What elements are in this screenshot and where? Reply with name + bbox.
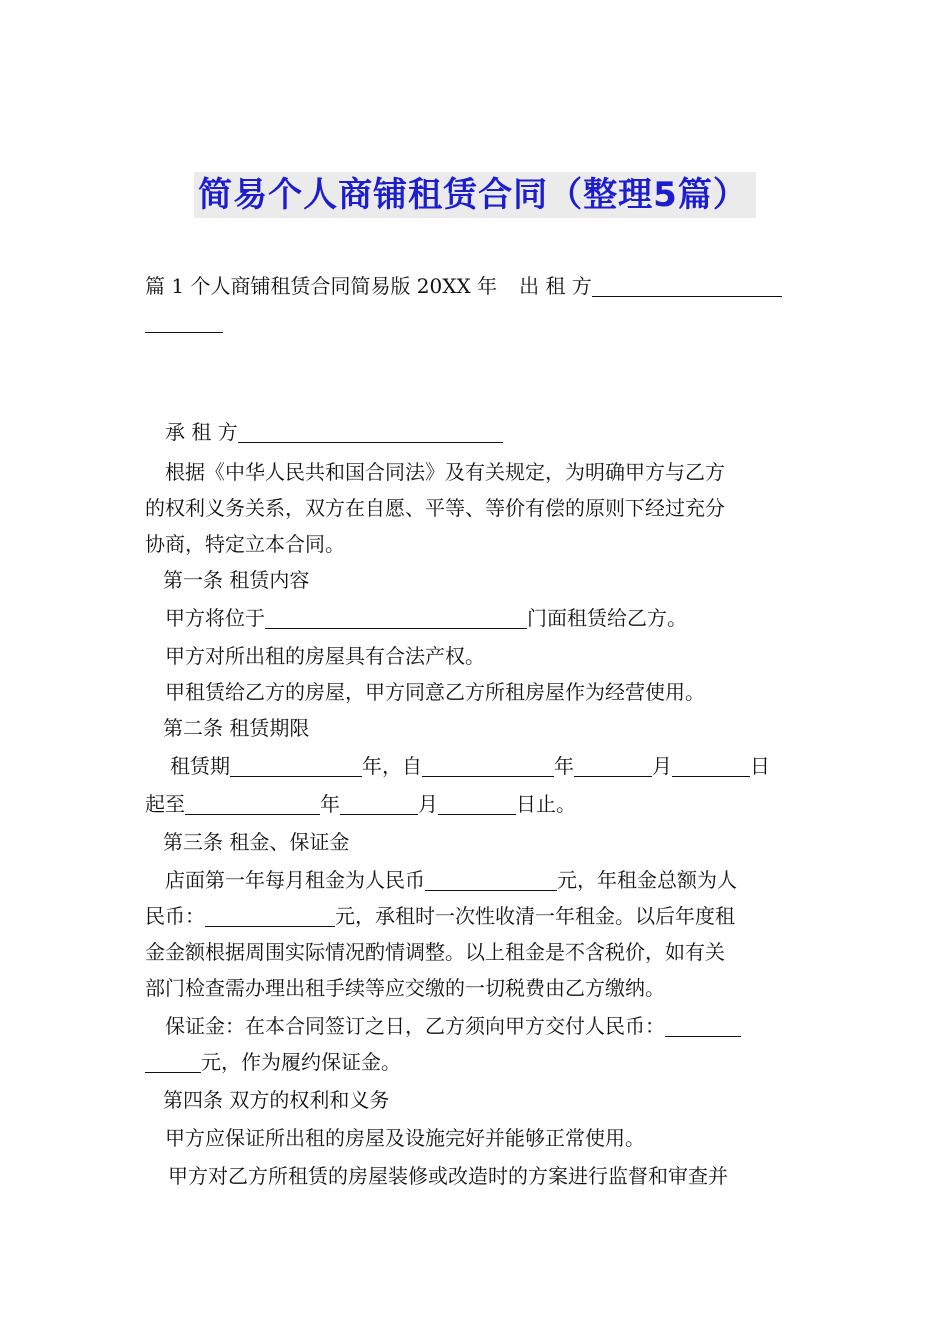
deposit-blank-continued xyxy=(145,1052,201,1073)
line-text: 第二条 租赁期限 xyxy=(163,716,310,740)
line-text: 保证金：在本合同签订之日，乙方须向甲方交付人民币： xyxy=(165,1014,665,1038)
lessor-blank-continued xyxy=(145,312,223,333)
text-line xyxy=(165,418,830,446)
line-text: 金金额根据周围实际情况酌情调整。以上租金是不含税价，如有关 xyxy=(145,940,725,964)
line-text: 店面第一年每月租金为人民币 xyxy=(165,868,425,892)
lessor-label: 出 租 方 xyxy=(519,274,592,298)
line-text: 甲方应保证所出租的房屋及设施完好并能够正常使用。 xyxy=(165,1126,645,1150)
line-text: 第一条 租赁内容 xyxy=(163,568,310,592)
section-heading xyxy=(163,714,828,742)
text-line xyxy=(145,1048,810,1076)
annual-rent-blank xyxy=(205,906,335,927)
start-month-blank xyxy=(574,756,652,777)
line-text: 日 xyxy=(750,754,770,778)
line-text: 甲方将位于 xyxy=(165,606,265,630)
line-text: 年，自 xyxy=(362,754,422,778)
line-text: 协商，特定立本合同。 xyxy=(145,532,345,556)
line-text: 年 xyxy=(554,754,574,778)
line-text: 篇 1 个人商铺租赁合同简易版 20XX 年 xyxy=(145,274,498,298)
line-text: 元，承租时一次性收清一年租金。以后年度租 xyxy=(335,904,735,928)
monthly-rent-blank xyxy=(425,870,557,891)
end-year-blank xyxy=(185,794,320,815)
end-month-blank xyxy=(340,794,418,815)
line-text: 甲方对所出租的房屋具有合法产权。 xyxy=(165,644,485,668)
lessee-blank xyxy=(238,422,503,443)
text-line xyxy=(145,902,810,930)
lessor-blank xyxy=(592,276,782,297)
location-blank xyxy=(265,608,527,629)
line-text: 门面租赁给乙方。 xyxy=(527,606,687,630)
line-text: 根据《中华人民共和国合同法》及有关规定，为明确甲方与乙方 xyxy=(165,460,725,484)
term-years-blank xyxy=(230,756,362,777)
line-text: 元，年租金总额为人 xyxy=(557,868,737,892)
text-line xyxy=(145,938,810,966)
line-text: 甲租赁给乙方的房屋，甲方同意乙方所租房屋作为经营使用。 xyxy=(165,680,705,704)
line-text: 月 xyxy=(418,792,438,816)
line-text: 部门检查需办理出租手续等应交缴的一切税费由乙方缴纳。 xyxy=(145,976,665,1000)
line-text: 第四条 双方的权利和义务 xyxy=(163,1088,390,1112)
deposit-blank xyxy=(665,1016,741,1037)
text-line xyxy=(168,1162,833,1190)
line-text: 第三条 租金、保证金 xyxy=(163,830,350,854)
text-line xyxy=(145,974,810,1002)
line-text: 民币： xyxy=(145,904,205,928)
end-day-blank xyxy=(438,794,516,815)
document-title: 简易个人商铺租赁合同（整理5篇） xyxy=(194,172,756,218)
lessee-label: 承 租 方 xyxy=(165,420,238,444)
text-line xyxy=(145,530,810,558)
line-text: 的权利义务关系，双方在自愿、平等、等价有偿的原则下经过充分 xyxy=(145,496,725,520)
text-line xyxy=(165,458,830,486)
text-line xyxy=(165,866,830,894)
section-heading xyxy=(163,1086,828,1114)
text-line xyxy=(165,1124,830,1152)
text-line xyxy=(145,790,810,818)
title-container xyxy=(0,172,950,218)
line-text: 甲方对乙方所租赁的房屋装修或改造时的方案进行监督和审查并 xyxy=(168,1164,728,1188)
text-line xyxy=(170,752,835,780)
line-text: 年 xyxy=(320,792,340,816)
text-line xyxy=(145,494,810,522)
line-text: 月 xyxy=(652,754,672,778)
start-year-blank xyxy=(422,756,554,777)
text-line xyxy=(165,604,830,632)
text-line xyxy=(145,272,810,300)
line-text: 日止。 xyxy=(516,792,576,816)
text-line xyxy=(165,1012,830,1040)
line-text: 元，作为履约保证金。 xyxy=(201,1050,401,1074)
text-line xyxy=(145,308,810,336)
start-day-blank xyxy=(672,756,750,777)
text-line xyxy=(165,678,830,706)
line-text: 起至 xyxy=(145,792,185,816)
text-line xyxy=(165,642,830,670)
section-heading xyxy=(163,566,828,594)
section-heading xyxy=(163,828,828,856)
line-text: 租赁期 xyxy=(170,754,230,778)
